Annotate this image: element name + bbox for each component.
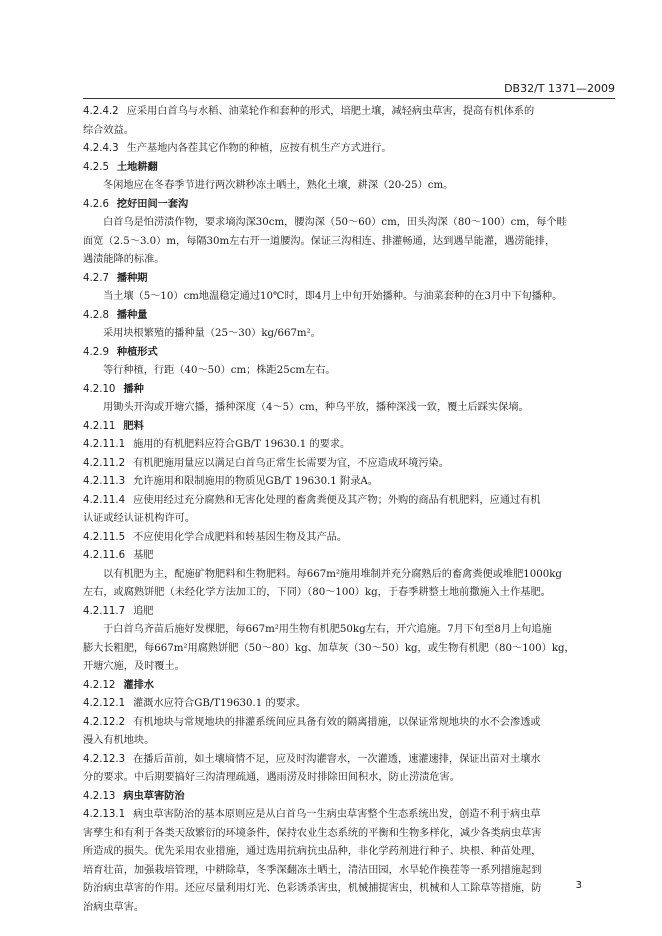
text-line [83,566,613,585]
clause-number: 4.2.9 [83,346,109,358]
text-line [83,325,613,344]
heading-text: 播种量 [116,309,148,321]
text-line [83,233,613,252]
text-line [83,455,613,474]
line-text: 面宽（2.5～3.0）m，每隔30m左右开一道腰沟。保证三沟相连、排灌畅通，达到遇旱能灌，遇涝能排， [83,235,556,247]
line-text: 有机肥施用量应以满足白首乌正常生长需要为宜，不应造成环境污染。 [133,457,449,469]
line-text: 所造成的损失。优先采用农业措施，通过选用抗病抗虫品种，非化学药剂进行种子、块根、种苗处理， [83,846,542,857]
clause-number: 4.2.6 [83,198,109,210]
text-line [83,122,613,141]
line-text: 膨大长粗肥，每667m²用腐熟饼肥（50～80）kg、加草灰（30～50）kg，或生物有机肥（80～100）kg， [83,642,575,654]
line-text: 灌溉水应符合GB/T19630.1 的要求。 [133,698,307,709]
line-text: 培育壮苗，加强栽培管理，中耕除草，冬季深翻冻土晒土，清洁田园，水旱轮作换茬等一系列措施起到 [83,864,542,876]
text-line [83,547,613,566]
text-line [83,103,613,122]
line-text: 生产基地内各茬其它作物的种植，应按有机生产方式进行。 [126,143,392,154]
text-line [83,825,613,844]
line-text: 分的要求。中后期要搞好三沟清理疏通，遇雨涝及时排除田间积水，防止涝渍危害。 [83,772,460,783]
line-text: 基肥 [133,550,154,561]
heading-text: 挖好田间一套沟 [116,198,189,210]
text-line [83,862,613,881]
section-heading [83,381,613,400]
heading-text: 灌排水 [123,679,154,691]
text-line [83,714,613,733]
line-text: 治病虫草害。 [83,901,145,913]
clause-number: 4.2.11.7 [83,605,126,617]
line-text: 左右，或腐熟饼肥（未经化学方法加工的，下同）（80～100）kg，于春季耕整土地前撒施入土作基肥。 [83,587,551,598]
page-number: 3 [575,880,582,891]
text-line [83,732,613,751]
line-text: 等行种植，行距（40～50）cm；株距25cm左右。 [103,365,336,376]
line-text: 追肥 [133,605,154,617]
clause-number: 4.2.4.3 [83,143,119,154]
document-body [83,103,613,917]
clause-number: 4.2.11.5 [83,531,126,543]
line-text: 在播后苗前，如土壤墒情不足，应及时沟灌窨水，一次灌透，速灌速排，保证出苗对土壤水 [133,753,541,765]
text-line [83,529,613,548]
line-text: 遇渍能降的标准。 [83,254,165,265]
section-heading [83,159,613,178]
text-line [83,843,613,862]
text-line [83,251,613,270]
section-heading [83,270,613,289]
text-line [83,584,613,603]
line-text: 当土壤（5～10）cm地温稳定通过10℃时，即4月上中旬开始播种。与油菜套种的在3月中下旬播种。 [103,291,563,302]
clause-number: 4.2.10 [83,383,116,395]
text-line [83,399,613,418]
text-line [83,473,613,492]
text-line [83,769,613,788]
clause-number: 4.2.11.3 [83,476,126,487]
section-heading [83,418,613,437]
line-text: 开塘穴施，及时覆土。 [83,661,185,672]
line-text: 有机地块与常规地块的排灌系统间应具备有效的隔离措施，以保证常规地块的水不会渗透或 [133,716,541,728]
text-line [83,899,613,918]
section-heading [83,344,613,363]
clause-number: 4.2.13.1 [83,809,126,820]
clause-number: 4.2.7 [83,272,109,284]
clause-number: 4.2.12.1 [83,698,126,709]
text-line [83,140,613,159]
text-line [83,177,613,196]
line-text: 白首乌是怕涝渍作物，要求墒沟深30cm，腰沟深（50～60）cm，田头沟深（80～100）cm，每个畦 [103,217,567,228]
line-text: 病虫草害防治的基本原则应是从白首乌一生病虫草害整个生态系统出发，创造不利于病虫草 [133,809,541,820]
line-text: 允许施用和限制施用的物质见GB/T 19630.1 附录A。 [133,476,378,487]
text-line [83,214,613,233]
text-line [83,695,613,714]
text-line [83,806,613,825]
line-text: 用锄头开沟或开塘穴播，播种深度（4～5）cm，种乌平放，播种深浅一致，覆土后踩实保墒。 [103,402,529,413]
text-line [83,288,613,307]
heading-text: 土地耕翻 [116,161,158,173]
line-text: 不应使用化学合成肥料和转基因生物及其产品。 [133,531,348,543]
text-line [83,880,613,899]
clause-number: 4.2.11 [83,420,116,432]
line-text: 综合效益。 [83,124,134,136]
section-heading [83,307,613,326]
text-line [83,658,613,677]
clause-number: 4.2.4.2 [83,106,119,117]
line-text: 认证或经认证机构许可。 [83,513,196,524]
heading-text: 播种 [123,383,144,395]
heading-text: 病虫草害防治 [123,790,185,802]
clause-number: 4.2.5 [83,161,109,173]
heading-text: 肥料 [123,420,144,432]
clause-number: 4.2.11.2 [83,457,126,469]
heading-text: 播种期 [116,272,148,284]
text-line [83,640,613,659]
clause-number: 4.2.12.3 [83,753,126,765]
section-heading [83,788,613,807]
clause-number: 4.2.11.4 [83,494,126,506]
section-heading [83,677,613,696]
clause-number: 4.2.11.1 [83,439,126,450]
text-line [83,751,613,770]
text-line [83,492,613,511]
clause-number: 4.2.12 [83,679,116,691]
text-line [83,621,613,640]
line-text: 害孳生和有利于各类天敌繁衍的环境条件，保持农业生态系统的平衡和生物多样化，减少各类病虫草害 [83,827,542,839]
clause-number: 4.2.12.2 [83,716,126,728]
line-text: 施用的有机肥料应符合GB/T 19630.1 的要求。 [133,439,351,450]
text-line [83,510,613,529]
text-line [83,603,613,622]
clause-number: 4.2.11.6 [83,550,126,561]
line-text: 冬闲地应在冬春季节进行两次耕秒冻土晒土，熟化土壤，耕深（20-25）cm。 [103,180,454,191]
line-text: 采用块根繁殖的播种量（25～30）kg/667m²。 [103,328,321,339]
line-text: 应使用经过充分腐熟和无害化处理的畜禽粪便及其产物；外购的商品有机肥料，应通过有机 [133,494,541,506]
clause-number: 4.2.13 [83,790,116,802]
line-text: 以有机肥为主，配施矿物肥料和生物肥料。每667m²施用堆制并充分腐熟后的畜禽粪便或堆肥1000kg [103,568,562,580]
heading-text: 种植形式 [116,346,158,358]
line-text: 于白首乌齐苗后施好发棵肥，每667m²用生物有机肥50kg左右，开穴追施。7月下旬至8月上旬追施 [103,624,552,635]
section-heading [83,196,613,215]
document-id: DB32/T 1371—2009 [504,82,615,95]
text-line [83,436,613,455]
clause-number: 4.2.8 [83,309,109,321]
line-text: 防治病虫草害的作用。还应尽量利用灯光、色彩诱杀害虫，机械捕捉害虫，机械和人工除草等措施，防 [83,883,542,894]
line-text: 应采用白首乌与水稻、油菜轮作和套种的形式，培肥土壤，减轻病虫草害，提高有机体系的 [126,106,535,117]
line-text: 漫入有机地块。 [83,735,155,746]
text-line [83,362,613,381]
header-rule [83,98,615,99]
